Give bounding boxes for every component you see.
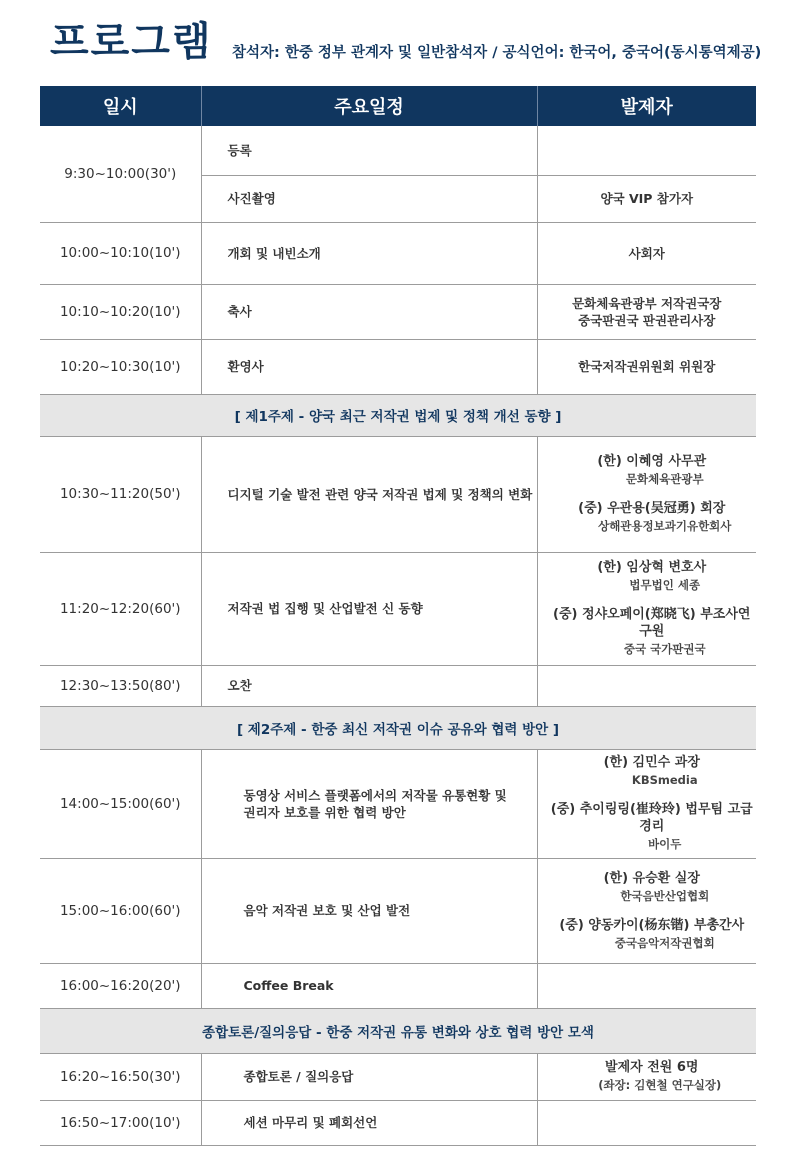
time-cell: 11:20~12:20(60') bbox=[40, 552, 201, 665]
agenda-cell: 세션 마무리 및 폐회선언 bbox=[201, 1100, 537, 1145]
speaker-korea bbox=[548, 870, 757, 905]
speaker-org: 문화체육관광부 bbox=[625, 472, 704, 486]
moderator-note: (좌장: 김현철 연구실장) bbox=[598, 1078, 722, 1092]
table-row bbox=[40, 1053, 756, 1100]
time-cell: 9:30~10:00(30') bbox=[40, 126, 201, 222]
column-header-time: 일시 bbox=[40, 86, 201, 126]
table-row bbox=[40, 963, 756, 1008]
theme-1-heading: [ 제1주제 - 양국 최근 저작권 법제 및 정책 개선 동향 ] bbox=[40, 394, 756, 436]
speakers-cell bbox=[537, 749, 756, 858]
speaker-org: KBSmedia bbox=[631, 773, 698, 787]
time-cell: 10:30~11:20(50') bbox=[40, 436, 201, 552]
table-row bbox=[40, 436, 756, 552]
speaker-org: 한국음반산업협회 bbox=[620, 888, 710, 903]
table-row bbox=[40, 858, 756, 963]
speaker-china bbox=[548, 606, 757, 658]
presenter-cell bbox=[537, 963, 756, 1008]
speaker-org: 중국 국가판권국 bbox=[623, 642, 706, 656]
agenda-cell: 개회 및 내빈소개 bbox=[201, 222, 537, 284]
agenda-cell: 축사 bbox=[201, 284, 537, 339]
presenter-cell: 사회자 bbox=[537, 222, 756, 284]
column-header-presenter: 발제자 bbox=[537, 86, 756, 126]
time-cell: 15:00~16:00(60') bbox=[40, 858, 201, 963]
speaker-name: (한) 이혜영 사무관 bbox=[597, 454, 707, 469]
table-row bbox=[40, 284, 756, 339]
table-row bbox=[40, 665, 756, 706]
speakers-cell bbox=[537, 552, 756, 665]
discussion-heading: 종합토론/질의응답 - 한중 저작권 유통 변화와 상호 협력 방안 모색 bbox=[40, 1008, 756, 1053]
speaker-korea bbox=[548, 754, 757, 789]
table-row bbox=[40, 749, 756, 858]
agenda-cell: Coffee Break bbox=[201, 963, 537, 1008]
speaker-name: (한) 임상혁 변호사 bbox=[597, 560, 707, 575]
agenda-cell: 등록 bbox=[201, 126, 537, 175]
speaker-china bbox=[548, 801, 757, 853]
speaker-org: 법무법인 세종 bbox=[629, 578, 701, 592]
presenter-cell: 한국저작권위원회 위원장 bbox=[537, 339, 756, 394]
page-subtitle: 참석자: 한중 정부 관계자 및 일반참석자 / 공식언어: 한국어, 중국어(동시통역제공) bbox=[232, 45, 762, 61]
time-cell: 16:20~16:50(30') bbox=[40, 1053, 201, 1100]
presenter-cell: 문화체육관광부 저작권국장 중국판권국 판권관리사장 bbox=[537, 284, 756, 339]
agenda-cell: 종합토론 / 질의응답 bbox=[201, 1053, 537, 1100]
presenter-name: 발제자 전원 6명 bbox=[605, 1060, 699, 1075]
column-header-agenda: 주요일정 bbox=[201, 86, 537, 126]
presenter-cell bbox=[537, 1100, 756, 1145]
speaker-org: 바이두 bbox=[648, 837, 682, 851]
time-cell: 10:20~10:30(10') bbox=[40, 339, 201, 394]
page-title: 프로그램 bbox=[50, 19, 213, 65]
agenda-cell: 환영사 bbox=[201, 339, 537, 394]
speaker-name: (중) 추이링링(崔玲玲) 법무팀 고급경리 bbox=[550, 802, 753, 834]
time-cell: 16:50~17:00(10') bbox=[40, 1100, 201, 1145]
time-cell: 14:00~15:00(60') bbox=[40, 749, 201, 858]
theme-row bbox=[40, 706, 756, 749]
speaker-name: (중) 우관용(吴冠勇) 회장 bbox=[578, 501, 726, 516]
time-cell: 16:00~16:20(20') bbox=[40, 963, 201, 1008]
table-row bbox=[40, 339, 756, 394]
theme-2-heading: [ 제2주제 - 한중 최신 저작권 이슈 공유와 협력 방안 ] bbox=[40, 706, 756, 749]
theme-row bbox=[40, 394, 756, 436]
speakers-cell bbox=[537, 858, 756, 963]
time-cell: 10:00~10:10(10') bbox=[40, 222, 201, 284]
speaker-name: (중) 양동카이(杨东锴) 부총간사 bbox=[559, 917, 745, 933]
presenter-cell: 양국 VIP 참가자 bbox=[537, 175, 756, 222]
speaker-org: 중국음악저작권협회 bbox=[614, 935, 715, 950]
table-row bbox=[40, 222, 756, 284]
speaker-org: 상해관용정보과기유한회사 bbox=[598, 519, 732, 533]
agenda-cell: 디지털 기술 발전 관련 양국 저작권 법제 및 정책의 변화 bbox=[201, 436, 537, 552]
time-cell: 10:10~10:20(10') bbox=[40, 284, 201, 339]
presenter-cell bbox=[537, 126, 756, 175]
table-row bbox=[40, 126, 756, 175]
agenda-cell: 저작권 법 집행 및 산업발전 신 동향 bbox=[201, 552, 537, 665]
theme-row bbox=[40, 1008, 756, 1053]
presenter-cell bbox=[537, 665, 756, 706]
speaker-korea bbox=[548, 453, 757, 488]
agenda-cell: 오찬 bbox=[201, 665, 537, 706]
presenter-cell bbox=[537, 1053, 756, 1100]
speaker-name: (한) 유승환 실장 bbox=[603, 870, 700, 886]
time-cell: 12:30~13:50(80') bbox=[40, 665, 201, 706]
speaker-china bbox=[548, 500, 757, 535]
agenda-cell: 사진촬영 bbox=[201, 175, 537, 222]
speakers-cell bbox=[537, 436, 756, 552]
speaker-korea bbox=[548, 559, 757, 594]
table-row bbox=[40, 552, 756, 665]
page-header bbox=[0, 0, 795, 86]
table-row bbox=[40, 1100, 756, 1145]
program-table bbox=[40, 86, 756, 1146]
speaker-name: (중) 정샤오페이(郑晓飞) 부조사연구원 bbox=[553, 607, 751, 639]
table-header-row bbox=[40, 86, 756, 126]
agenda-cell: 음악 저작권 보호 및 산업 발전 bbox=[201, 858, 537, 963]
speaker-china bbox=[548, 917, 757, 952]
agenda-cell: 동영상 서비스 플랫폼에서의 저작물 유통현황 및 권리자 보호를 위한 협력 방안 bbox=[201, 749, 537, 858]
speaker-name: (한) 김민수 과장 bbox=[603, 755, 700, 770]
